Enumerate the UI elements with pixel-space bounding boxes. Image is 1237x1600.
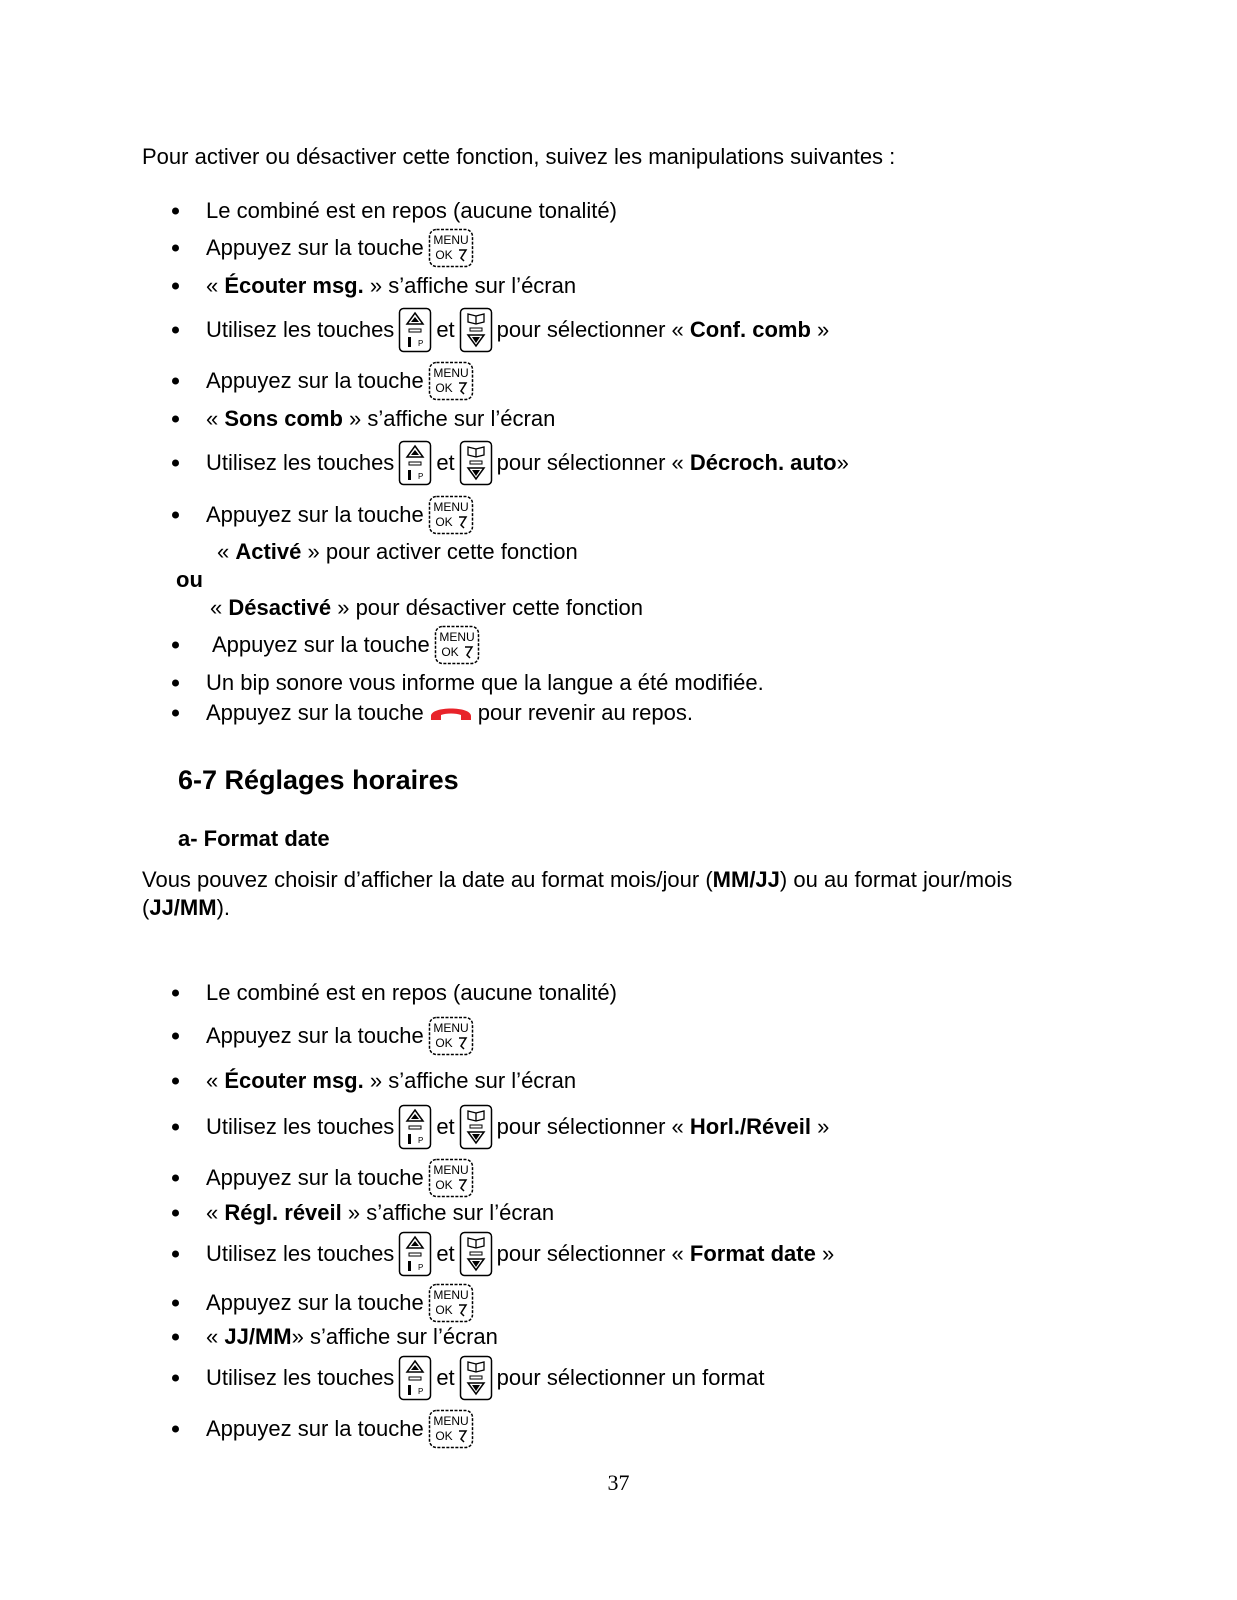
up-key-icon bbox=[398, 1355, 432, 1401]
body-paragraph bbox=[142, 866, 1102, 922]
item-text: « bbox=[206, 1068, 225, 1093]
item-text: pour sélectionner « bbox=[496, 450, 690, 475]
page-number: 37 bbox=[607, 1470, 630, 1495]
down-key-icon bbox=[459, 307, 493, 353]
svg-text:OK: OK bbox=[435, 248, 453, 262]
item-text: et bbox=[436, 1241, 455, 1266]
svg-text:OK: OK bbox=[435, 1036, 453, 1050]
item-text: » bbox=[836, 450, 849, 475]
list-item bbox=[170, 1156, 834, 1200]
list-item bbox=[170, 358, 849, 404]
item-text: « bbox=[206, 273, 225, 298]
svg-text:MENU: MENU bbox=[433, 366, 469, 380]
list-item bbox=[170, 1282, 834, 1324]
menu-option-label: Activé bbox=[235, 539, 302, 564]
item-text: pour sélectionner « bbox=[496, 317, 690, 342]
item-text: Appuyez sur la touche bbox=[206, 1416, 424, 1441]
item-text: » s’affiche sur l’écran bbox=[341, 1200, 555, 1225]
menu-option-label: Sons comb bbox=[224, 406, 343, 431]
item-text: Le combiné est en repos (aucune tonalité) bbox=[206, 198, 617, 223]
item-text: » pour activer cette fonction bbox=[301, 539, 578, 564]
svg-text:P: P bbox=[418, 1136, 424, 1145]
format-label: JJ/MM bbox=[149, 895, 217, 920]
list-item bbox=[170, 622, 849, 668]
svg-text:OK: OK bbox=[435, 1178, 453, 1192]
item-text: » s’affiche sur l’écran bbox=[342, 406, 556, 431]
body-text: ). bbox=[216, 895, 231, 920]
svg-text:OK: OK bbox=[435, 1303, 453, 1317]
list-item bbox=[170, 1226, 834, 1282]
svg-text:OK: OK bbox=[435, 1429, 453, 1443]
up-key-icon bbox=[398, 1231, 432, 1277]
format-label: MM/JJ bbox=[712, 867, 780, 892]
list-item bbox=[170, 698, 849, 728]
menu-ok-key-icon bbox=[428, 1158, 474, 1198]
svg-text:MENU: MENU bbox=[433, 1288, 469, 1302]
subsection-title: a- Format date bbox=[178, 826, 330, 851]
item-text: Appuyez sur la touche bbox=[206, 368, 424, 393]
item-text: pour revenir au repos. bbox=[477, 700, 693, 725]
item-text: « bbox=[206, 1324, 225, 1349]
or-text: ou bbox=[176, 567, 203, 592]
menu-option-label: Format date bbox=[689, 1241, 816, 1266]
down-key-icon bbox=[459, 440, 493, 486]
item-text: Appuyez sur la touche bbox=[206, 235, 424, 260]
item-text: Le combiné est en repos (aucune tonalité) bbox=[206, 980, 617, 1005]
item-text: Utilisez les touches bbox=[206, 1114, 395, 1139]
svg-text:P: P bbox=[418, 472, 424, 481]
svg-text:P: P bbox=[418, 1263, 424, 1272]
list-item bbox=[170, 1064, 834, 1098]
item-text: pour sélectionner « bbox=[496, 1241, 690, 1266]
menu-option-label: Écouter msg. bbox=[224, 1068, 364, 1093]
svg-text:OK: OK bbox=[441, 645, 459, 659]
item-text: Utilisez les touches bbox=[206, 317, 395, 342]
item-text: Utilisez les touches bbox=[206, 450, 395, 475]
item-text: pour sélectionner « bbox=[496, 1114, 690, 1139]
list-item bbox=[170, 1008, 834, 1064]
steps-list-2 bbox=[170, 978, 834, 1452]
up-key-icon bbox=[398, 1104, 432, 1150]
menu-ok-key-icon bbox=[434, 625, 480, 665]
item-text: « bbox=[217, 539, 236, 564]
section-title: 6-7 Réglages horaires bbox=[178, 765, 459, 795]
menu-ok-key-icon bbox=[428, 1016, 474, 1056]
item-text: « bbox=[206, 1200, 225, 1225]
svg-text:MENU: MENU bbox=[433, 1021, 469, 1035]
body-text: ) ou au format jour/mois ( bbox=[142, 867, 1019, 920]
item-text: et bbox=[436, 450, 455, 475]
menu-ok-key-icon bbox=[428, 1409, 474, 1449]
list-item bbox=[170, 492, 849, 538]
option-line bbox=[170, 538, 849, 566]
item-text: Un bip sonore vous informe que la langue a été modifiée. bbox=[206, 670, 764, 695]
item-text: Appuyez sur la touche bbox=[206, 700, 424, 725]
down-key-icon bbox=[459, 1231, 493, 1277]
list-item bbox=[170, 1350, 834, 1406]
list-item bbox=[170, 434, 849, 492]
list-item bbox=[170, 1324, 834, 1350]
item-text: Utilisez les touches bbox=[206, 1365, 395, 1390]
svg-text:MENU: MENU bbox=[433, 233, 469, 247]
svg-text:OK: OK bbox=[435, 381, 453, 395]
item-text: et bbox=[436, 1365, 455, 1390]
menu-option-label: Désactivé bbox=[228, 595, 332, 620]
item-text: Utilisez les touches bbox=[206, 1241, 395, 1266]
item-text: » bbox=[810, 1114, 830, 1139]
list-item bbox=[170, 404, 849, 434]
list-item bbox=[170, 1406, 834, 1452]
item-text: » pour désactiver cette fonction bbox=[331, 595, 643, 620]
menu-ok-key-icon bbox=[428, 361, 474, 401]
item-text: Appuyez sur la touche bbox=[206, 1165, 424, 1190]
menu-ok-key-icon bbox=[428, 1283, 474, 1323]
item-text: et bbox=[436, 317, 455, 342]
list-item bbox=[170, 302, 849, 358]
menu-option-label: Décroch. auto bbox=[689, 450, 837, 475]
hang-up-key-icon bbox=[428, 703, 474, 723]
svg-text:P: P bbox=[418, 1387, 424, 1396]
svg-text:OK: OK bbox=[435, 515, 453, 529]
svg-text:MENU: MENU bbox=[433, 1414, 469, 1428]
item-text: » bbox=[810, 317, 830, 342]
svg-text:P: P bbox=[418, 339, 424, 348]
list-item bbox=[170, 1098, 834, 1156]
item-text: et bbox=[436, 1114, 455, 1139]
svg-text:MENU: MENU bbox=[439, 630, 475, 644]
up-key-icon bbox=[398, 307, 432, 353]
menu-ok-key-icon bbox=[428, 495, 474, 535]
item-text: Appuyez sur la touche bbox=[212, 632, 430, 657]
menu-ok-key-icon bbox=[428, 228, 474, 268]
svg-text:MENU: MENU bbox=[433, 500, 469, 514]
item-text: pour sélectionner un format bbox=[496, 1365, 765, 1390]
option-line bbox=[170, 594, 849, 622]
item-text: » s’affiche sur l’écran bbox=[363, 1068, 577, 1093]
item-text: » s’affiche sur l’écran bbox=[363, 273, 577, 298]
item-text: « bbox=[210, 595, 229, 620]
item-text: « bbox=[206, 406, 225, 431]
down-key-icon bbox=[459, 1104, 493, 1150]
menu-option-label: Régl. réveil bbox=[224, 1200, 342, 1225]
menu-option-label: Conf. comb bbox=[689, 317, 811, 342]
item-text: Appuyez sur la touche bbox=[206, 1023, 424, 1048]
list-item bbox=[170, 270, 849, 302]
or-label bbox=[170, 566, 849, 594]
list-item bbox=[170, 1200, 834, 1226]
item-text: » bbox=[815, 1241, 835, 1266]
menu-option-label: JJ/MM bbox=[224, 1324, 292, 1349]
item-text: Appuyez sur la touche bbox=[206, 1290, 424, 1315]
body-text: Vous pouvez choisir d’afficher la date au format mois/jour ( bbox=[142, 867, 713, 892]
list-item bbox=[170, 978, 834, 1008]
item-text: Appuyez sur la touche bbox=[206, 502, 424, 527]
steps-list-1 bbox=[170, 196, 849, 728]
list-item bbox=[170, 668, 849, 698]
item-text: » s’affiche sur l’écran bbox=[291, 1324, 498, 1349]
menu-option-label: Écouter msg. bbox=[224, 273, 364, 298]
list-item bbox=[170, 226, 849, 270]
menu-option-label: Horl./Réveil bbox=[689, 1114, 811, 1139]
list-item bbox=[170, 196, 849, 226]
svg-text:MENU: MENU bbox=[433, 1163, 469, 1177]
down-key-icon bbox=[459, 1355, 493, 1401]
up-key-icon bbox=[398, 440, 432, 486]
intro-paragraph: Pour activer ou désactiver cette fonction, suivez les manipulations suivantes : bbox=[142, 144, 896, 169]
